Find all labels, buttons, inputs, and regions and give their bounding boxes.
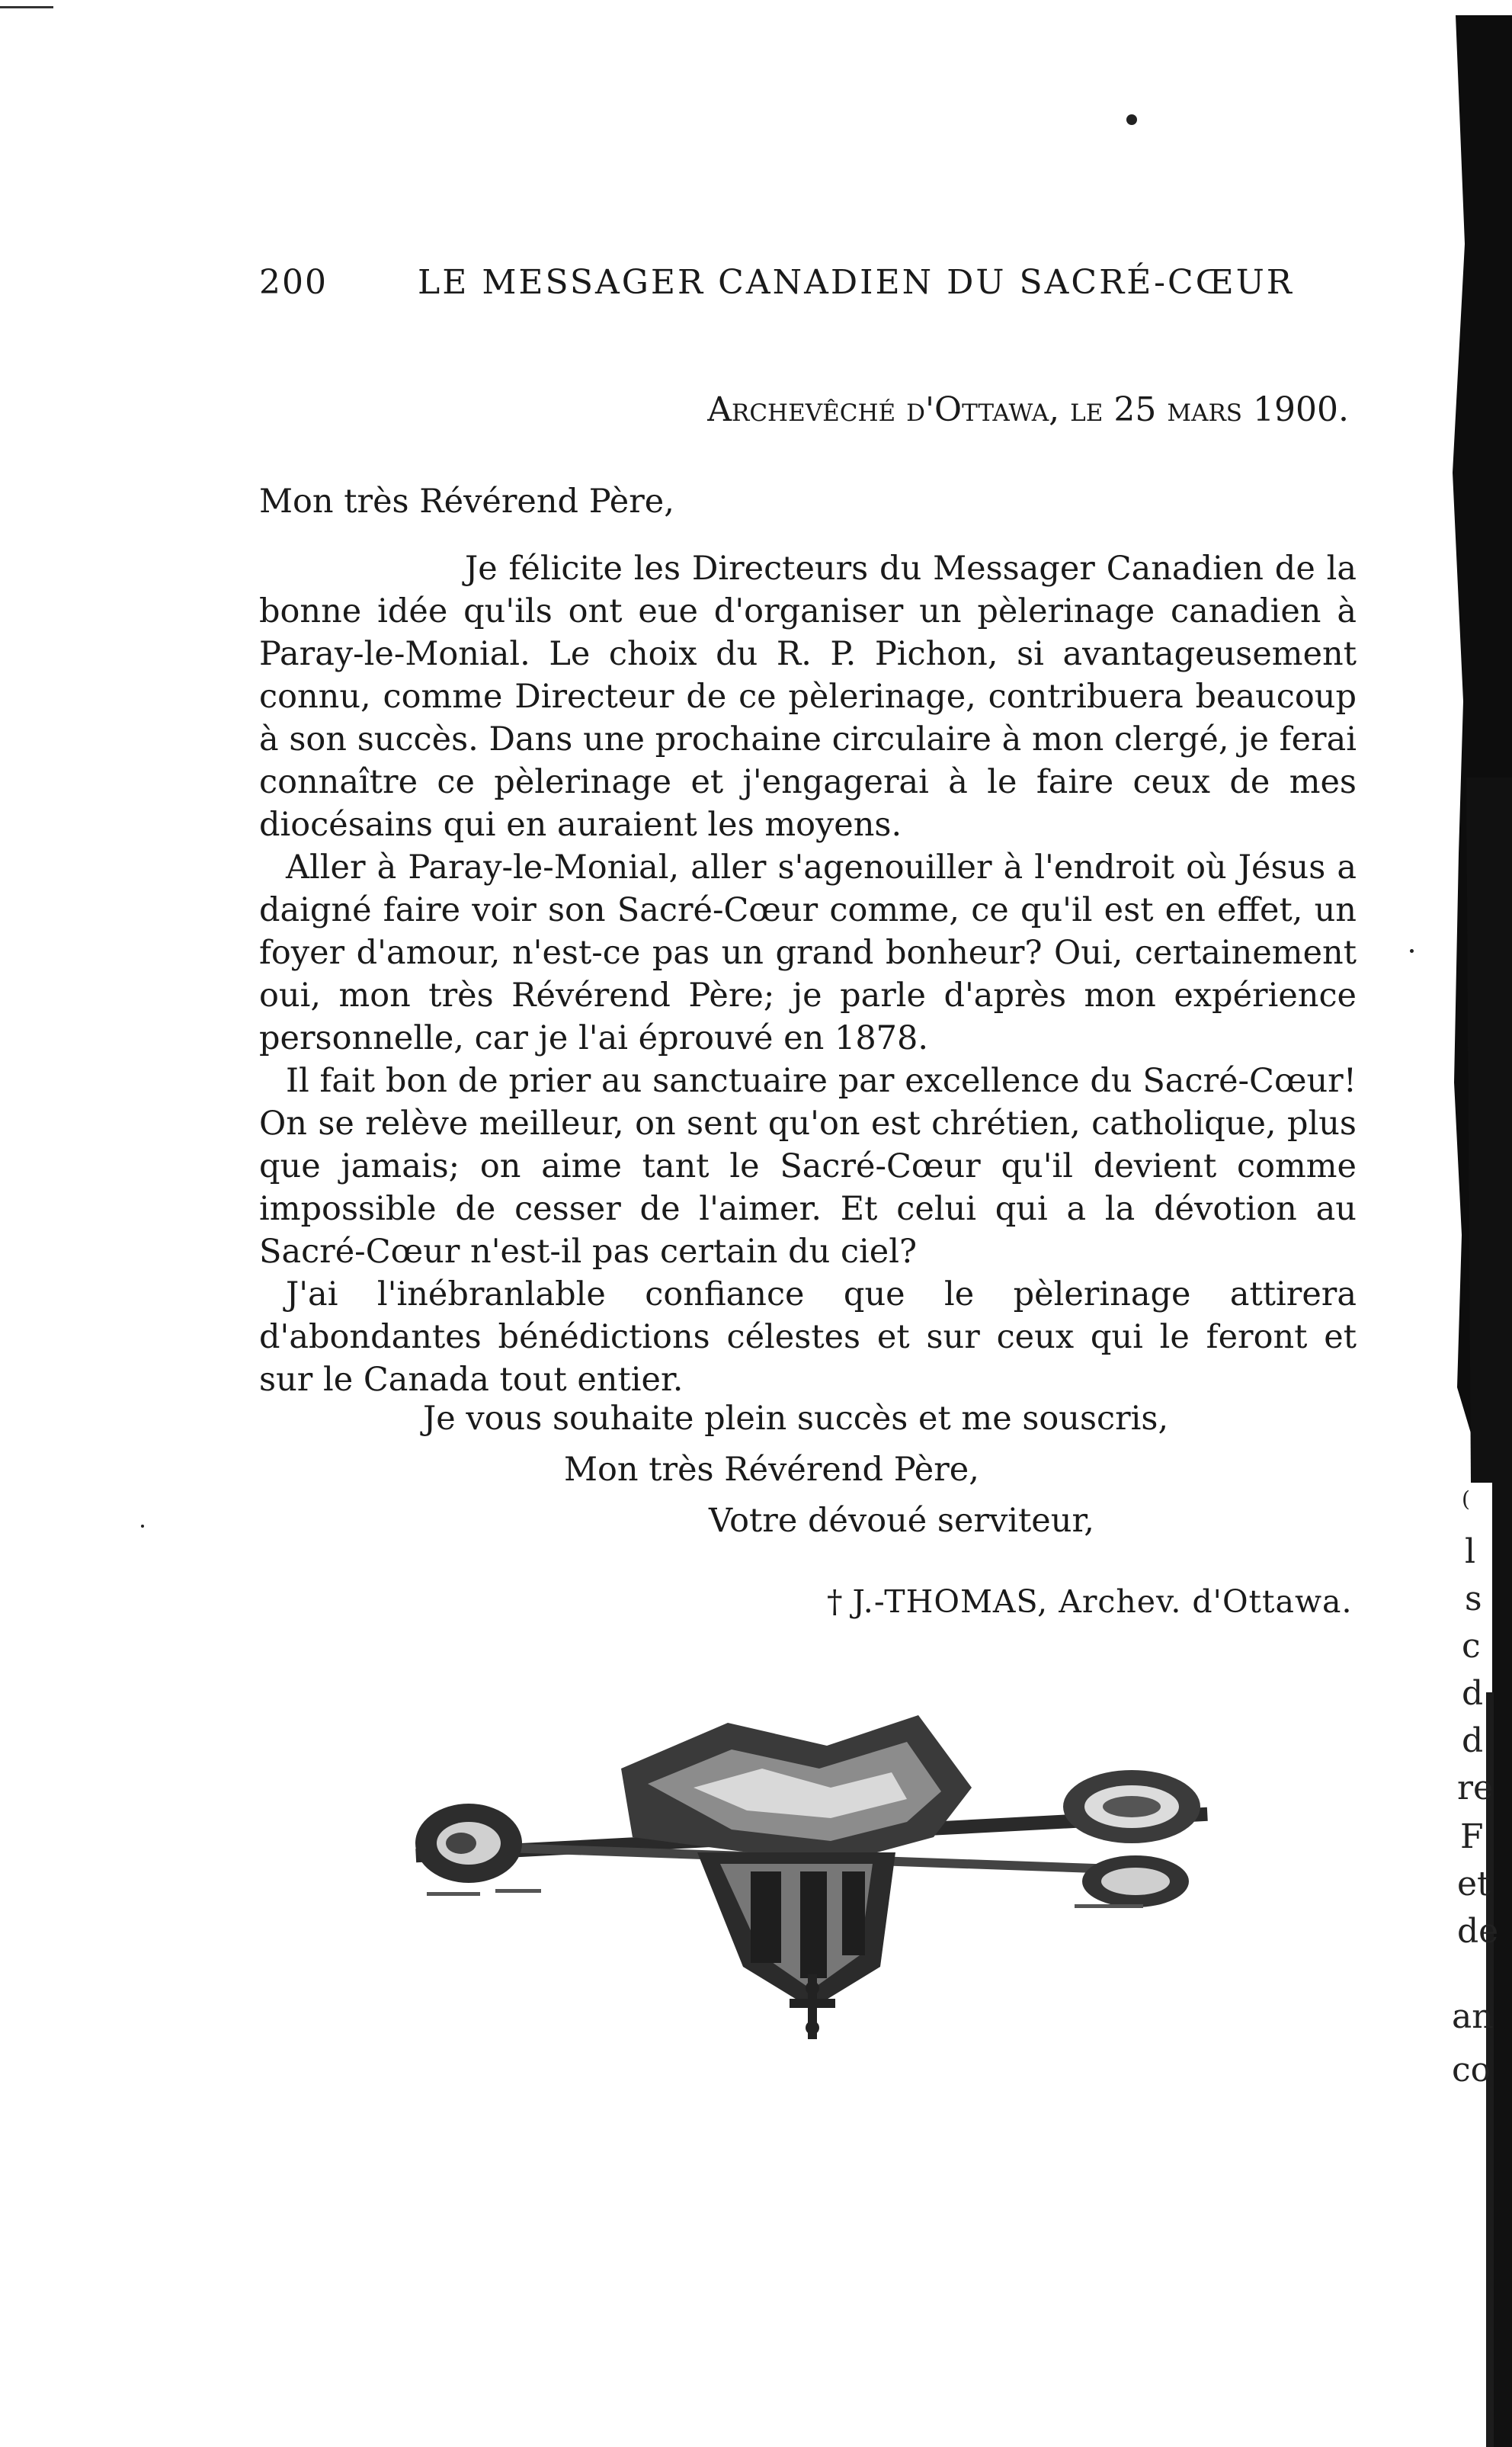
ink-speck (1410, 949, 1414, 953)
margin-fragment: co (1452, 2051, 1491, 2089)
coat-of-arms-ornament (404, 1715, 1219, 2043)
margin-fragment: s (1465, 1579, 1482, 1618)
ink-speck (1126, 114, 1137, 125)
margin-fragment: et (1457, 1865, 1491, 1903)
top-rule (0, 6, 53, 8)
paragraph: Il fait bon de prier au sanctuaire par excellence du Sacré-Cœur! On se relève meilleur, on sent qu'on est chrétien, catholique, plus que jamais; on aime tant le Sacré-Cœur qu'il devient comme impossible de cesser de l'aimer. Et celui qui a la dévotion au Sacré-Cœur n'est-il pas certain du ciel? (259, 1062, 1357, 1271)
dateline: Archevêché d'Ottawa, le 25 mars 1900. (707, 390, 1349, 429)
page-number: 200 (259, 263, 328, 302)
salutation: Mon très Révérend Père, (259, 483, 674, 521)
margin-fragment: l (1465, 1532, 1476, 1571)
letter-body (259, 547, 1357, 1401)
closing-line: Je vous souhaite plein succès et me souscris, (423, 1400, 1169, 1438)
closing-line: Mon très Révérend Père, (564, 1451, 979, 1489)
margin-fragment: ( (1462, 1486, 1470, 1512)
margin-fragment: an (1452, 1997, 1494, 2036)
ink-speck (141, 1525, 144, 1528)
running-title: LE MESSAGER CANADIEN DU SACRÉ-CŒUR (418, 263, 1294, 302)
margin-fragment: re (1457, 1769, 1494, 1807)
margin-fragment: de (1457, 1912, 1499, 1951)
paragraph: J'ai l'inébranlable confiance que le pèlerinage attirera d'abondantes bénédictions célestes et sur ceux qui le feront et sur le Canada tout entier. (259, 1275, 1357, 1399)
running-header (259, 263, 1349, 309)
paragraph: Je félicite les Directeurs du Messager Canadien de la bonne idée qu'ils ont eue d'organiser un pèlerinage canadien à Paray-le-Monial. Le choix du R. P. Pichon, si avantageusement connu, comme Directeur de ce pèlerinage, contribuera beaucoup à son succès. Dans une prochaine circulaire à mon clergé, je ferai connaître ce pèlerinage et j'engagerai à le faire ceux de mes diocésains qui en auraient les moyens. (259, 550, 1357, 844)
signature-name: J.-THOMAS, Archev. d'Ottawa. (852, 1583, 1353, 1620)
closing-line: Votre dévoué serviteur, (709, 1502, 1094, 1540)
margin-fragment: d (1462, 1674, 1484, 1713)
margin-fragment: d (1462, 1721, 1484, 1760)
margin-fragment: c (1462, 1627, 1481, 1666)
paragraph: Aller à Paray-le-Monial, aller s'agenouiller à l'endroit où Jésus a daigné faire voir son Sacré-Cœur comme, ce qu'il est en effet, un foyer d'amour, n'est-ce pas un grand bonheur? Oui, certainement oui, mon très Révérend Père; je parle d'après mon expérience personnelle, car je l'ai éprouvé en 1878. (259, 848, 1357, 1057)
cross-symbol: † (827, 1583, 843, 1620)
margin-fragment: F (1460, 1817, 1484, 1856)
signature (827, 1583, 1353, 1620)
